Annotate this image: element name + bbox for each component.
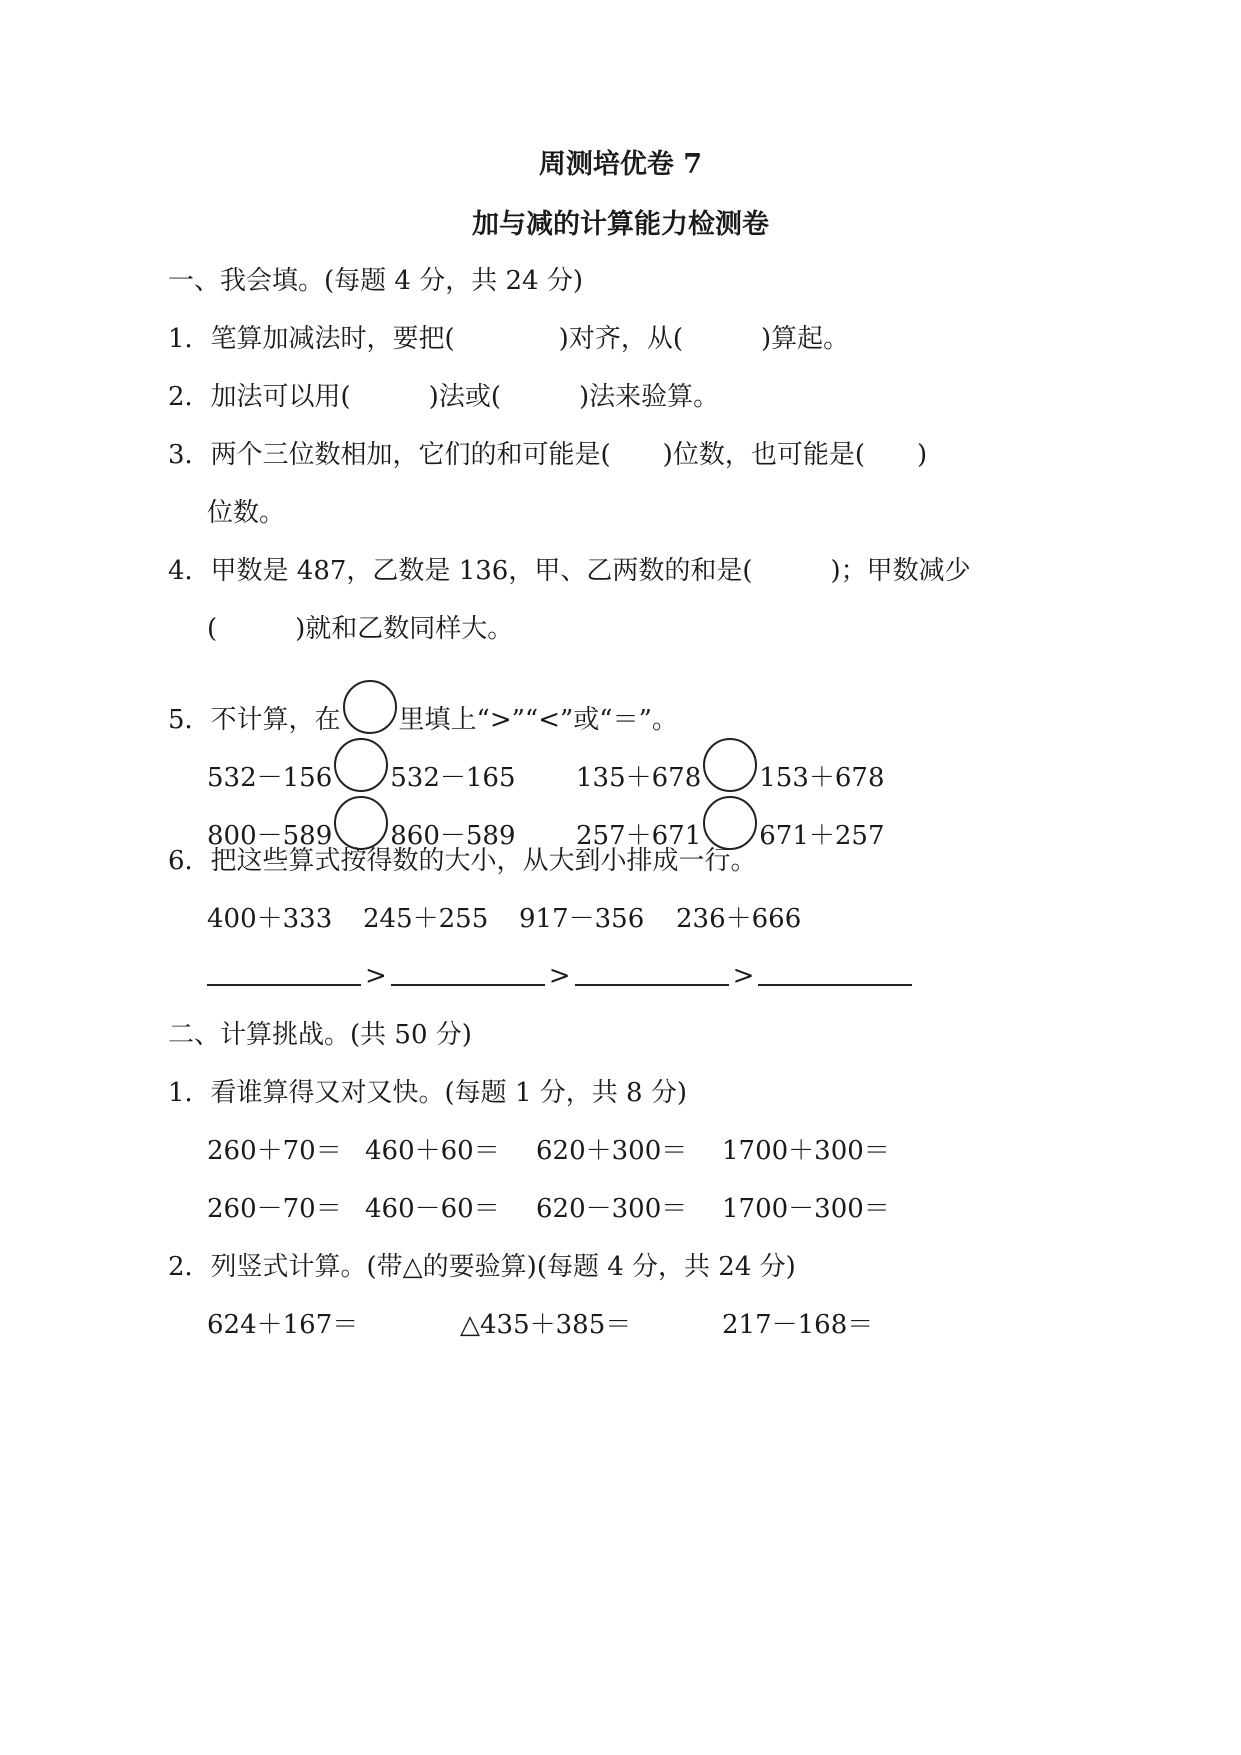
comparison-circle-icon <box>343 680 397 734</box>
answer-blank[interactable] <box>391 958 545 986</box>
compare-right: 671＋257 <box>759 821 885 851</box>
compare-circle[interactable] <box>334 738 388 792</box>
gt-sign: > <box>548 961 571 991</box>
compare-left: 257＋671 <box>576 821 702 851</box>
compare-left: 532－156 <box>207 763 333 793</box>
question-1-3-line2: 位数。 <box>207 498 286 528</box>
page-subtitle: 加与减的计算能力检测卷 <box>472 209 769 240</box>
section1-heading: 一、我会填。(每题 4 分，共 24 分) <box>168 266 583 296</box>
calc-item: 1700＋300＝ <box>722 1136 890 1166</box>
compare-right: 153＋678 <box>759 763 885 793</box>
expression: 917－356 <box>519 904 645 934</box>
question-1-2: 2．加法可以用( )法或( )法来验算。 <box>168 382 720 412</box>
calc-item: 260＋70＝ <box>207 1136 342 1166</box>
answer-blank[interactable] <box>758 958 912 986</box>
compare-right: 532－165 <box>390 763 516 793</box>
compare-right: 860－589 <box>390 821 516 851</box>
vertical-calc-item: 624＋167＝ <box>207 1310 359 1340</box>
compare-circle[interactable] <box>703 796 757 850</box>
calc-item: 1700－300＝ <box>722 1194 890 1224</box>
gt-sign: > <box>365 961 387 991</box>
compare-circle[interactable] <box>703 738 757 792</box>
vertical-calc-item: △435＋385＝ <box>460 1310 632 1340</box>
question-1-3-line1: 3．两个三位数相加，它们的和可能是( )位数，也可能是( ) <box>168 440 928 470</box>
compare-left: 135＋678 <box>576 763 702 793</box>
calc-item: 460－60＝ <box>365 1194 500 1224</box>
page-title: 周测培优卷 7 <box>538 149 703 180</box>
vertical-calc-item: 217－168＝ <box>722 1310 874 1340</box>
compare-item <box>207 738 516 795</box>
q5-prefix: 5．不计算，在 <box>168 705 341 735</box>
expression: 400＋333 <box>207 904 333 934</box>
section2-heading: 二、计算挑战。(共 50 分) <box>168 1020 472 1050</box>
question-1-4-line2: ( )就和乙数同样大。 <box>207 614 514 644</box>
question-2-1: 1．看谁算得又对又快。(每题 1 分，共 8 分) <box>168 1078 687 1108</box>
calc-item: 460＋60＝ <box>365 1136 500 1166</box>
calc-item: 260－70＝ <box>207 1194 342 1224</box>
question-1-5 <box>168 680 678 737</box>
answer-blank[interactable] <box>207 958 361 986</box>
question-1-1: 1．笔算加减法时，要把( )对齐，从( )算起。 <box>168 324 850 354</box>
compare-left: 800－589 <box>207 821 333 851</box>
gt-sign: > <box>732 961 755 991</box>
question-2-2: 2．列竖式计算。(带△的要验算)(每题 4 分，共 24 分) <box>168 1252 796 1282</box>
expression: 236＋666 <box>676 904 802 934</box>
expression: 245＋255 <box>363 904 489 934</box>
calc-item: 620－300＝ <box>536 1194 688 1224</box>
question-1-6: 6．把这些算式按得数的大小，从大到小排成一行。 <box>168 846 757 876</box>
answer-blank[interactable] <box>575 958 729 986</box>
compare-item <box>576 738 885 795</box>
calc-item: 620＋300＝ <box>536 1136 688 1166</box>
compare-circle[interactable] <box>334 796 388 850</box>
ordering-answer-row <box>207 958 912 993</box>
question-1-4-line1: 4．甲数是 487，乙数是 136，甲、乙两数的和是( )；甲数减少 <box>168 556 971 586</box>
q5-suffix: 里填上“>”“<”或“＝”。 <box>398 705 678 735</box>
